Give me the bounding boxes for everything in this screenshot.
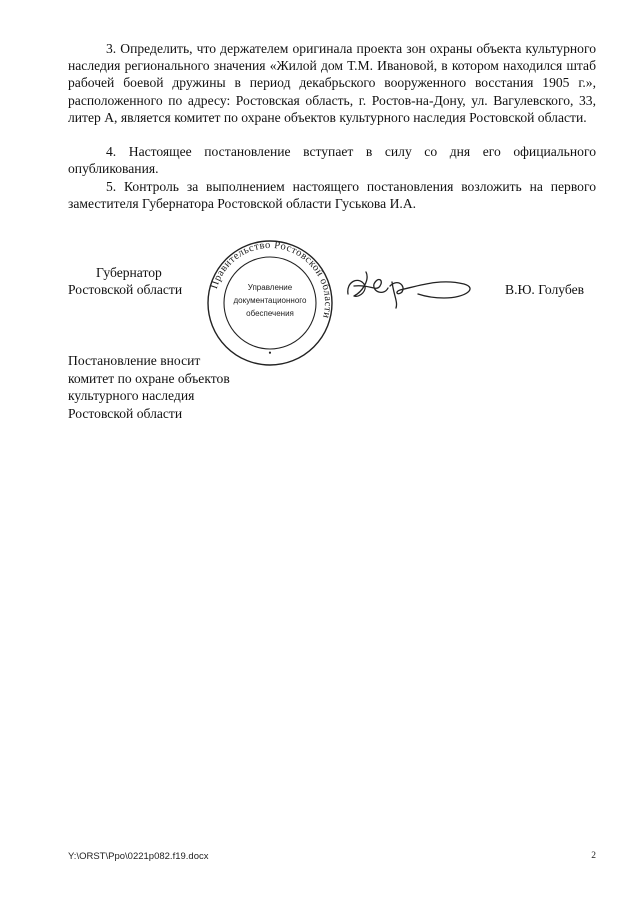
stamp-inner-line3: обеспечения: [246, 309, 294, 318]
signatory-position-line1: Губернатор: [96, 265, 162, 280]
submitted-by-line2: комитет по охране объектов: [68, 370, 230, 386]
svg-text:Правительство Ростовской облас: [209, 240, 333, 320]
stamp-outer-text: Правительство Ростовской области: [208, 239, 334, 320]
signatory-name: В.Ю. Голубев: [505, 282, 585, 297]
submitted-by-line3: культурного наследия: [68, 388, 195, 403]
paragraph-3: 3. Определить, что держателем оригинала проекта зон охраны объекта культурного наследия регионального значения «Жилой дом Т.М. Ивановой, в котором находился штаб рабочей боевой дружины в период декабрьского вооруженного восстания 1905 г.», расположенного по адресу: Ростовская область, г. Ростов-на-Дону, ул. Вагулевского, 33, литер А, является комитет по охране объектов культурного наследия Ростовской области.: [68, 41, 596, 125]
stamp-inner-line1: Управление: [247, 283, 293, 292]
paragraph-4: 4. Настоящее постановление вступает в силу со дня его официального опубликования.: [68, 144, 596, 177]
stamp-star-icon: •: [268, 348, 272, 358]
footer-page-number: 2: [591, 851, 596, 861]
submitted-by-line1: Постановление вносит: [68, 353, 201, 368]
paragraph-5: 5. Контроль за выполнением настоящего постановления возложить на первого заместителя Губернатора Ростовской области Гуськова И.А.: [68, 179, 596, 212]
signatory-position-line2: Ростовской области: [68, 282, 183, 297]
handwritten-signature: [340, 262, 480, 312]
footer-file-path: Y:\ORST\Ppo\0221p082.f19.docx: [68, 851, 209, 862]
submitted-by-note: [68, 352, 230, 422]
submitted-by-line4: Ростовской области: [68, 405, 183, 421]
stamp-inner-line2: документационного: [233, 296, 307, 305]
official-stamp: [205, 238, 335, 368]
signatory-position: [68, 264, 182, 298]
